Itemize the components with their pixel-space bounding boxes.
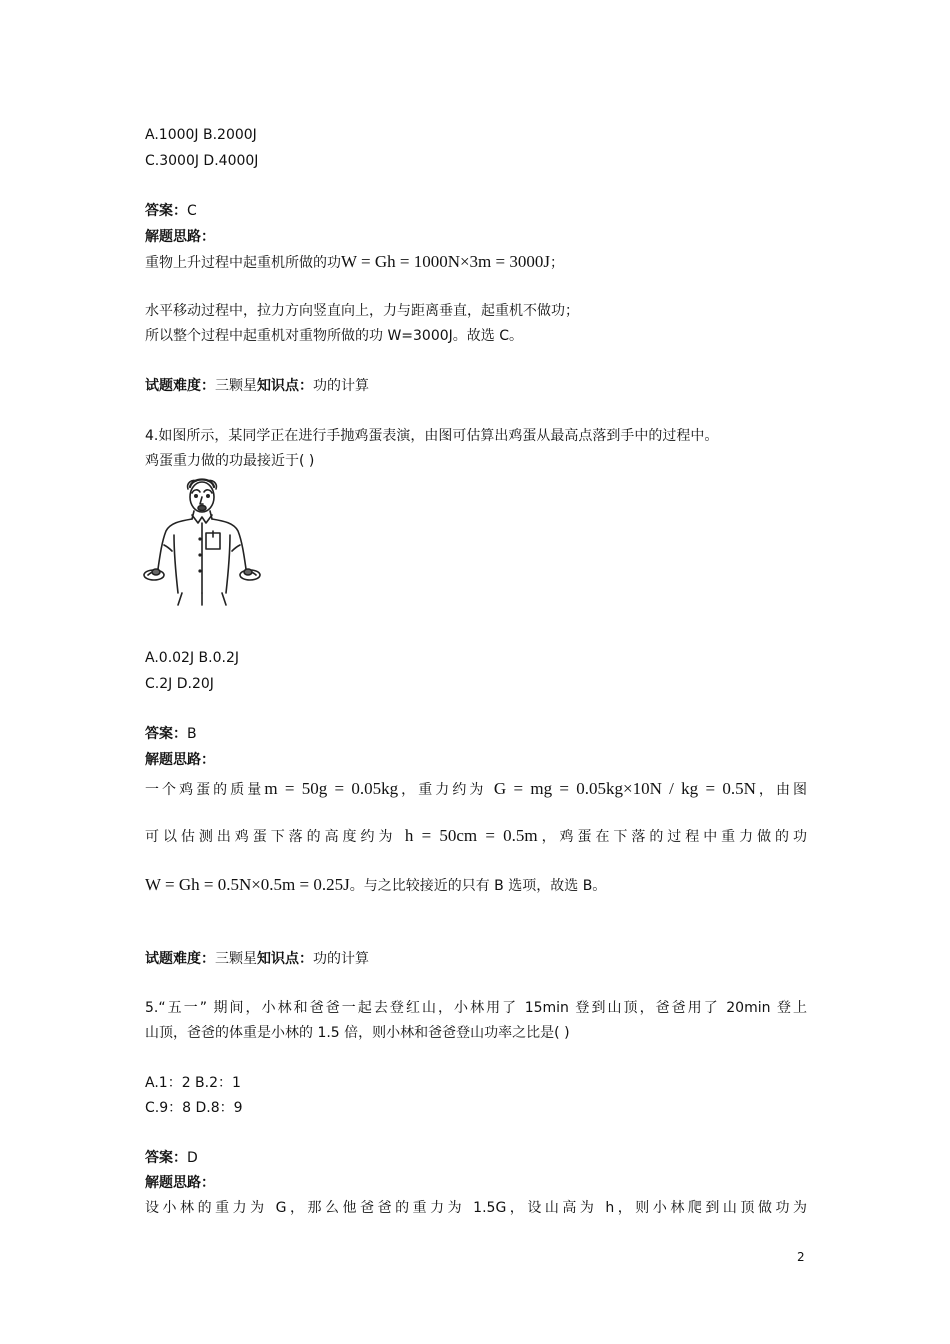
text: ，鸡蛋在下落的过程中重力做的功 bbox=[537, 829, 808, 845]
q5-options-line1: A.1：2 B.2：1 bbox=[145, 1075, 241, 1091]
knowledge-value: 功的计算 bbox=[313, 951, 369, 967]
answer-value: B bbox=[187, 726, 197, 742]
q4-analysis-line2 bbox=[145, 827, 807, 846]
q4-stem-line2: 鸡蛋重力做的功最接近于( ) bbox=[145, 453, 315, 469]
q4-stem-line1: 4.如图所示，某同学正在进行手抛鸡蛋表演，由图可估算出鸡蛋从最高点落到手中的过程中。 bbox=[145, 428, 719, 444]
difficulty-value: 三颗星 bbox=[215, 378, 257, 394]
q5-options-line2: C.9：8 D.8：9 bbox=[145, 1100, 243, 1116]
q5-stem-line1: 5.“五一” 期间，小林和爸爸一起去登红山，小林用了 15min 登到山顶，爸爸用了 20min 登上 bbox=[145, 1000, 807, 1016]
formula: W = Gh = 0.5N×0.5m = 0.25J bbox=[145, 875, 350, 894]
q4-answer bbox=[145, 725, 197, 743]
formula: h = 50cm = 0.5m bbox=[404, 826, 538, 845]
formula: m = 50g = 0.05kg bbox=[264, 779, 399, 798]
q3-difficulty bbox=[145, 377, 369, 395]
q3-analysis-line2: 水平移动过程中，拉力方向竖直向上，力与距离垂直，起重机不做功； bbox=[145, 303, 579, 319]
q4-difficulty bbox=[145, 950, 369, 968]
formula: G = mg = 0.05kg×10N / kg = 0.5N bbox=[493, 779, 756, 798]
formula: W = Gh = 1000N×3m = 3000J bbox=[341, 252, 550, 271]
q4-analysis-label: 解题思路： bbox=[145, 752, 215, 768]
q3-analysis-label: 解题思路： bbox=[145, 229, 215, 245]
text: ，重力约为 bbox=[398, 782, 487, 798]
text: 。与之比较接近的只有 B 选项，故选 B。 bbox=[349, 878, 607, 894]
q5-stem-line2: 山顶，爸爸的体重是小林的 1.5 倍，则小林和爸爸登山功率之比是( ) bbox=[145, 1025, 570, 1041]
q3-analysis-line1 bbox=[145, 253, 564, 272]
answer-value: C bbox=[187, 203, 197, 219]
q3-analysis-line3: 所以整个过程中起重机对重物所做的功 W=3000J。故选 C。 bbox=[145, 328, 524, 344]
answer-label: 答案： bbox=[145, 726, 187, 742]
text: 重物上升过程中起重机所做的功 bbox=[145, 255, 341, 271]
person-holding-eggs-figure bbox=[142, 475, 262, 607]
q3-answer bbox=[145, 202, 197, 220]
knowledge-label: 知识点： bbox=[257, 951, 313, 967]
q5-analysis-line1: 设小林的重力为 G，那么他爸爸的重力为 1.5G，设山高为 h，则小林爬到山顶做功为 bbox=[145, 1200, 807, 1216]
difficulty-label: 试题难度： bbox=[145, 378, 215, 394]
page-number: 2 bbox=[797, 1250, 805, 1264]
answer-value: D bbox=[187, 1150, 198, 1166]
q4-analysis-line3 bbox=[145, 876, 606, 895]
q5-analysis-label: 解题思路： bbox=[145, 1175, 215, 1191]
q4-options-line1: A.0.02J B.0.2J bbox=[145, 650, 239, 666]
q4-options-line2: C.2J D.20J bbox=[145, 676, 214, 692]
text: 一个鸡蛋的质量 bbox=[145, 782, 265, 798]
q5-answer bbox=[145, 1149, 198, 1167]
q3-options-line1: A.1000J B.2000J bbox=[145, 127, 257, 143]
answer-label: 答案： bbox=[145, 1150, 187, 1166]
text: ； bbox=[549, 255, 564, 271]
q3-options-line2: C.3000J D.4000J bbox=[145, 153, 259, 169]
answer-label: 答案： bbox=[145, 203, 187, 219]
difficulty-value: 三颗星 bbox=[215, 951, 257, 967]
knowledge-label: 知识点： bbox=[257, 378, 313, 394]
knowledge-value: 功的计算 bbox=[313, 378, 369, 394]
q4-analysis-line1 bbox=[145, 780, 807, 799]
difficulty-label: 试题难度： bbox=[145, 951, 215, 967]
text: ，由图 bbox=[755, 782, 808, 798]
text: 可以估测出鸡蛋下落的高度约为 bbox=[145, 829, 397, 845]
